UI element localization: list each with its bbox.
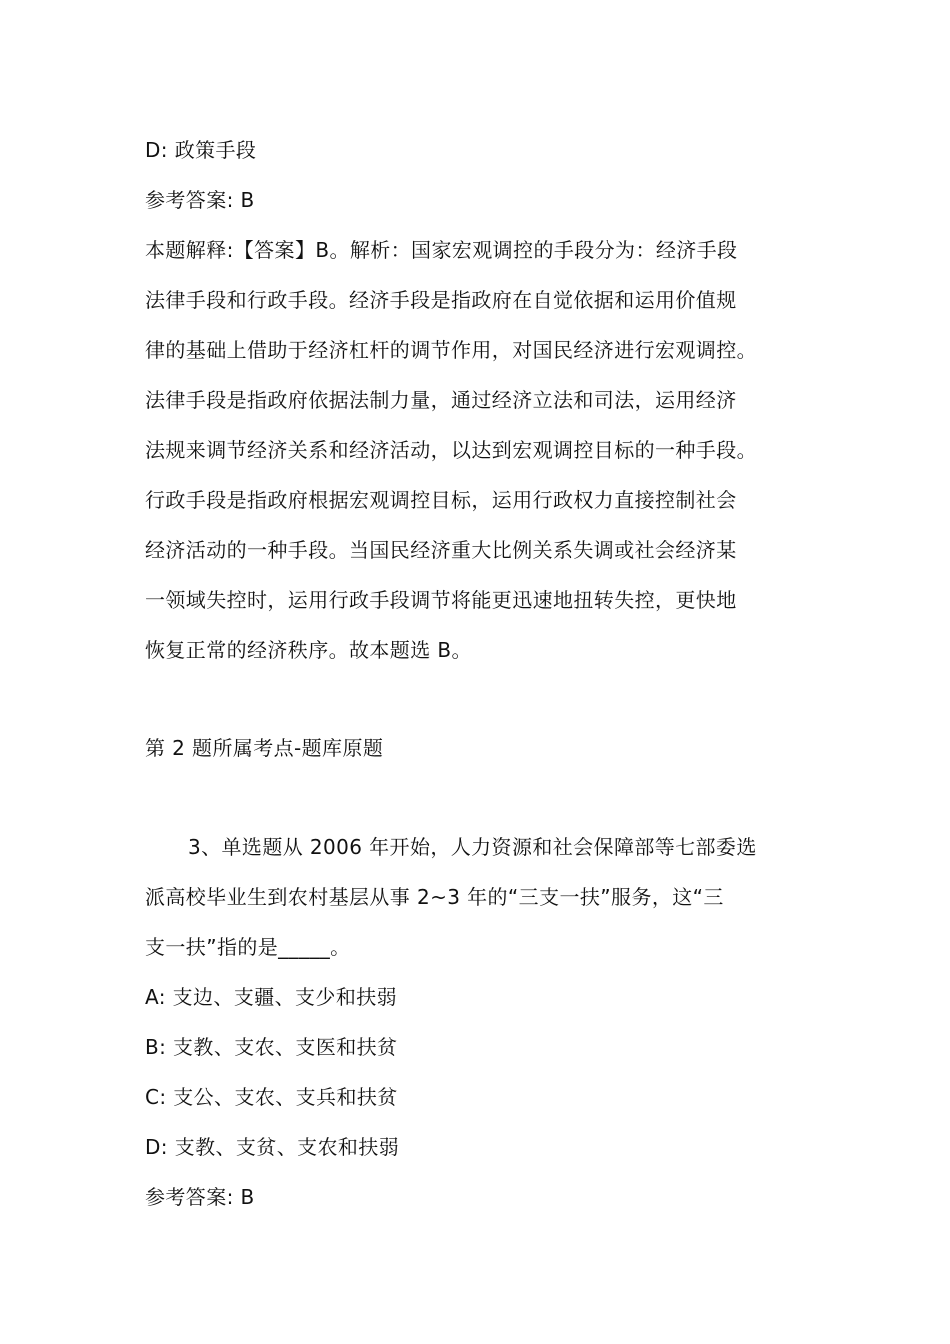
q3-option-b: B: 支教、支农、支医和扶贫 xyxy=(145,1035,398,1059)
q1-explanation-line: 法律手段和行政手段。经济手段是指政府在自觉依据和运用价值规 xyxy=(145,288,737,312)
q3-stem-line: 支一扶”指的是_____。 xyxy=(145,935,351,959)
q1-explanation-line: 法律手段是指政府依据法制力量，通过经济立法和司法，运用经济 xyxy=(145,388,737,412)
q1-explanation-line: 律的基础上借助于经济杠杆的调节作用，对国民经济进行宏观调控。 xyxy=(145,338,757,362)
q1-explanation-line: 恢复正常的经济秩序。故本题选 B。 xyxy=(145,638,472,662)
q3-answer: 参考答案: B xyxy=(145,1185,255,1209)
q3-stem-line: 派高校毕业生到农村基层从事 2~3 年的“三支一扶”服务，这“三 xyxy=(145,885,724,909)
q1-explanation-line: 行政手段是指政府根据宏观调控目标，运用行政权力直接控制社会 xyxy=(145,488,737,512)
q1-answer: 参考答案: B xyxy=(145,188,255,212)
q3-option-a: A: 支边、支疆、支少和扶弱 xyxy=(145,985,398,1009)
q1-explanation-line: 法规来调节经济关系和经济活动，以达到宏观调控目标的一种手段。 xyxy=(145,438,757,462)
q1-explanation-line: 本题解释:【答案】B。解析：国家宏观调控的手段分为：经济手段 xyxy=(145,238,738,262)
q3-stem-line: 3、单选题从 2006 年开始，人力资源和社会保障部等七部委选 xyxy=(188,835,757,859)
q3-option-d: D: 支教、支贫、支农和扶弱 xyxy=(145,1135,400,1159)
q3-option-c: C: 支公、支农、支兵和扶贫 xyxy=(145,1085,398,1109)
q1-option-d: D: 政策手段 xyxy=(145,138,257,162)
q1-explanation-line: 一领域失控时，运用行政手段调节将能更迅速地扭转失控，更快地 xyxy=(145,588,737,612)
q1-explanation-line: 经济活动的一种手段。当国民经济重大比例关系失调或社会经济某 xyxy=(145,538,737,562)
section-note: 第 2 题所属考点-题库原题 xyxy=(145,736,384,760)
